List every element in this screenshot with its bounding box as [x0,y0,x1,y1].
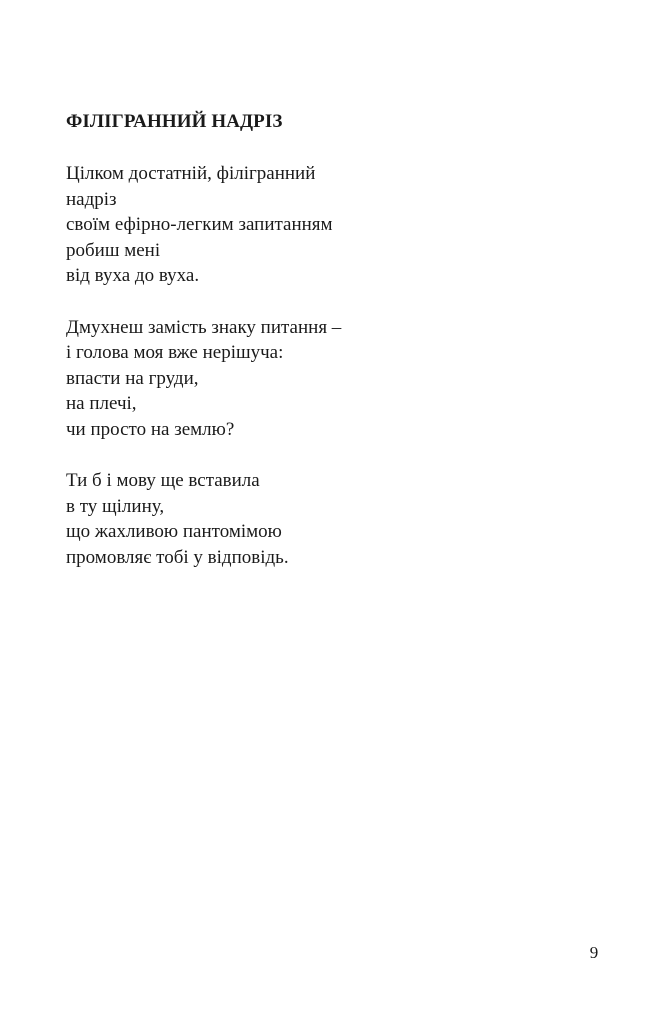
verse-line: Цілком достатній, філігранний [66,163,316,184]
page-number: 9 [589,943,599,962]
verse-line: в ту щілину, [66,495,165,517]
verse-line: чи просто на землю? [66,418,235,440]
verse-line: промовляє тобі у відповідь. [66,546,289,568]
verse-line: надріз [66,188,117,210]
verse-line: своїм ефірно-легким запитанням [66,214,333,236]
verse-line: що жахливою пантомімою [66,521,282,543]
stanza-3 [66,468,586,570]
poem-body [66,161,586,596]
verse-line: Ти б і мову ще вставила [66,470,260,492]
stanza-2 [66,315,586,443]
verse-line: на плечі, [66,393,137,415]
verse-line: від вуха до вуха. [66,265,200,287]
poem-title: ФІЛІГРАННИЙ НАДРІЗ [66,111,283,132]
verse-line: і голова моя вже нерішуча: [66,342,284,364]
stanza-1 [66,161,586,289]
verse-line: Дмухнеш замість знаку питання – [66,316,342,338]
verse-line: впасти на груди, [66,367,199,389]
verse-line: робиш мені [66,239,161,261]
